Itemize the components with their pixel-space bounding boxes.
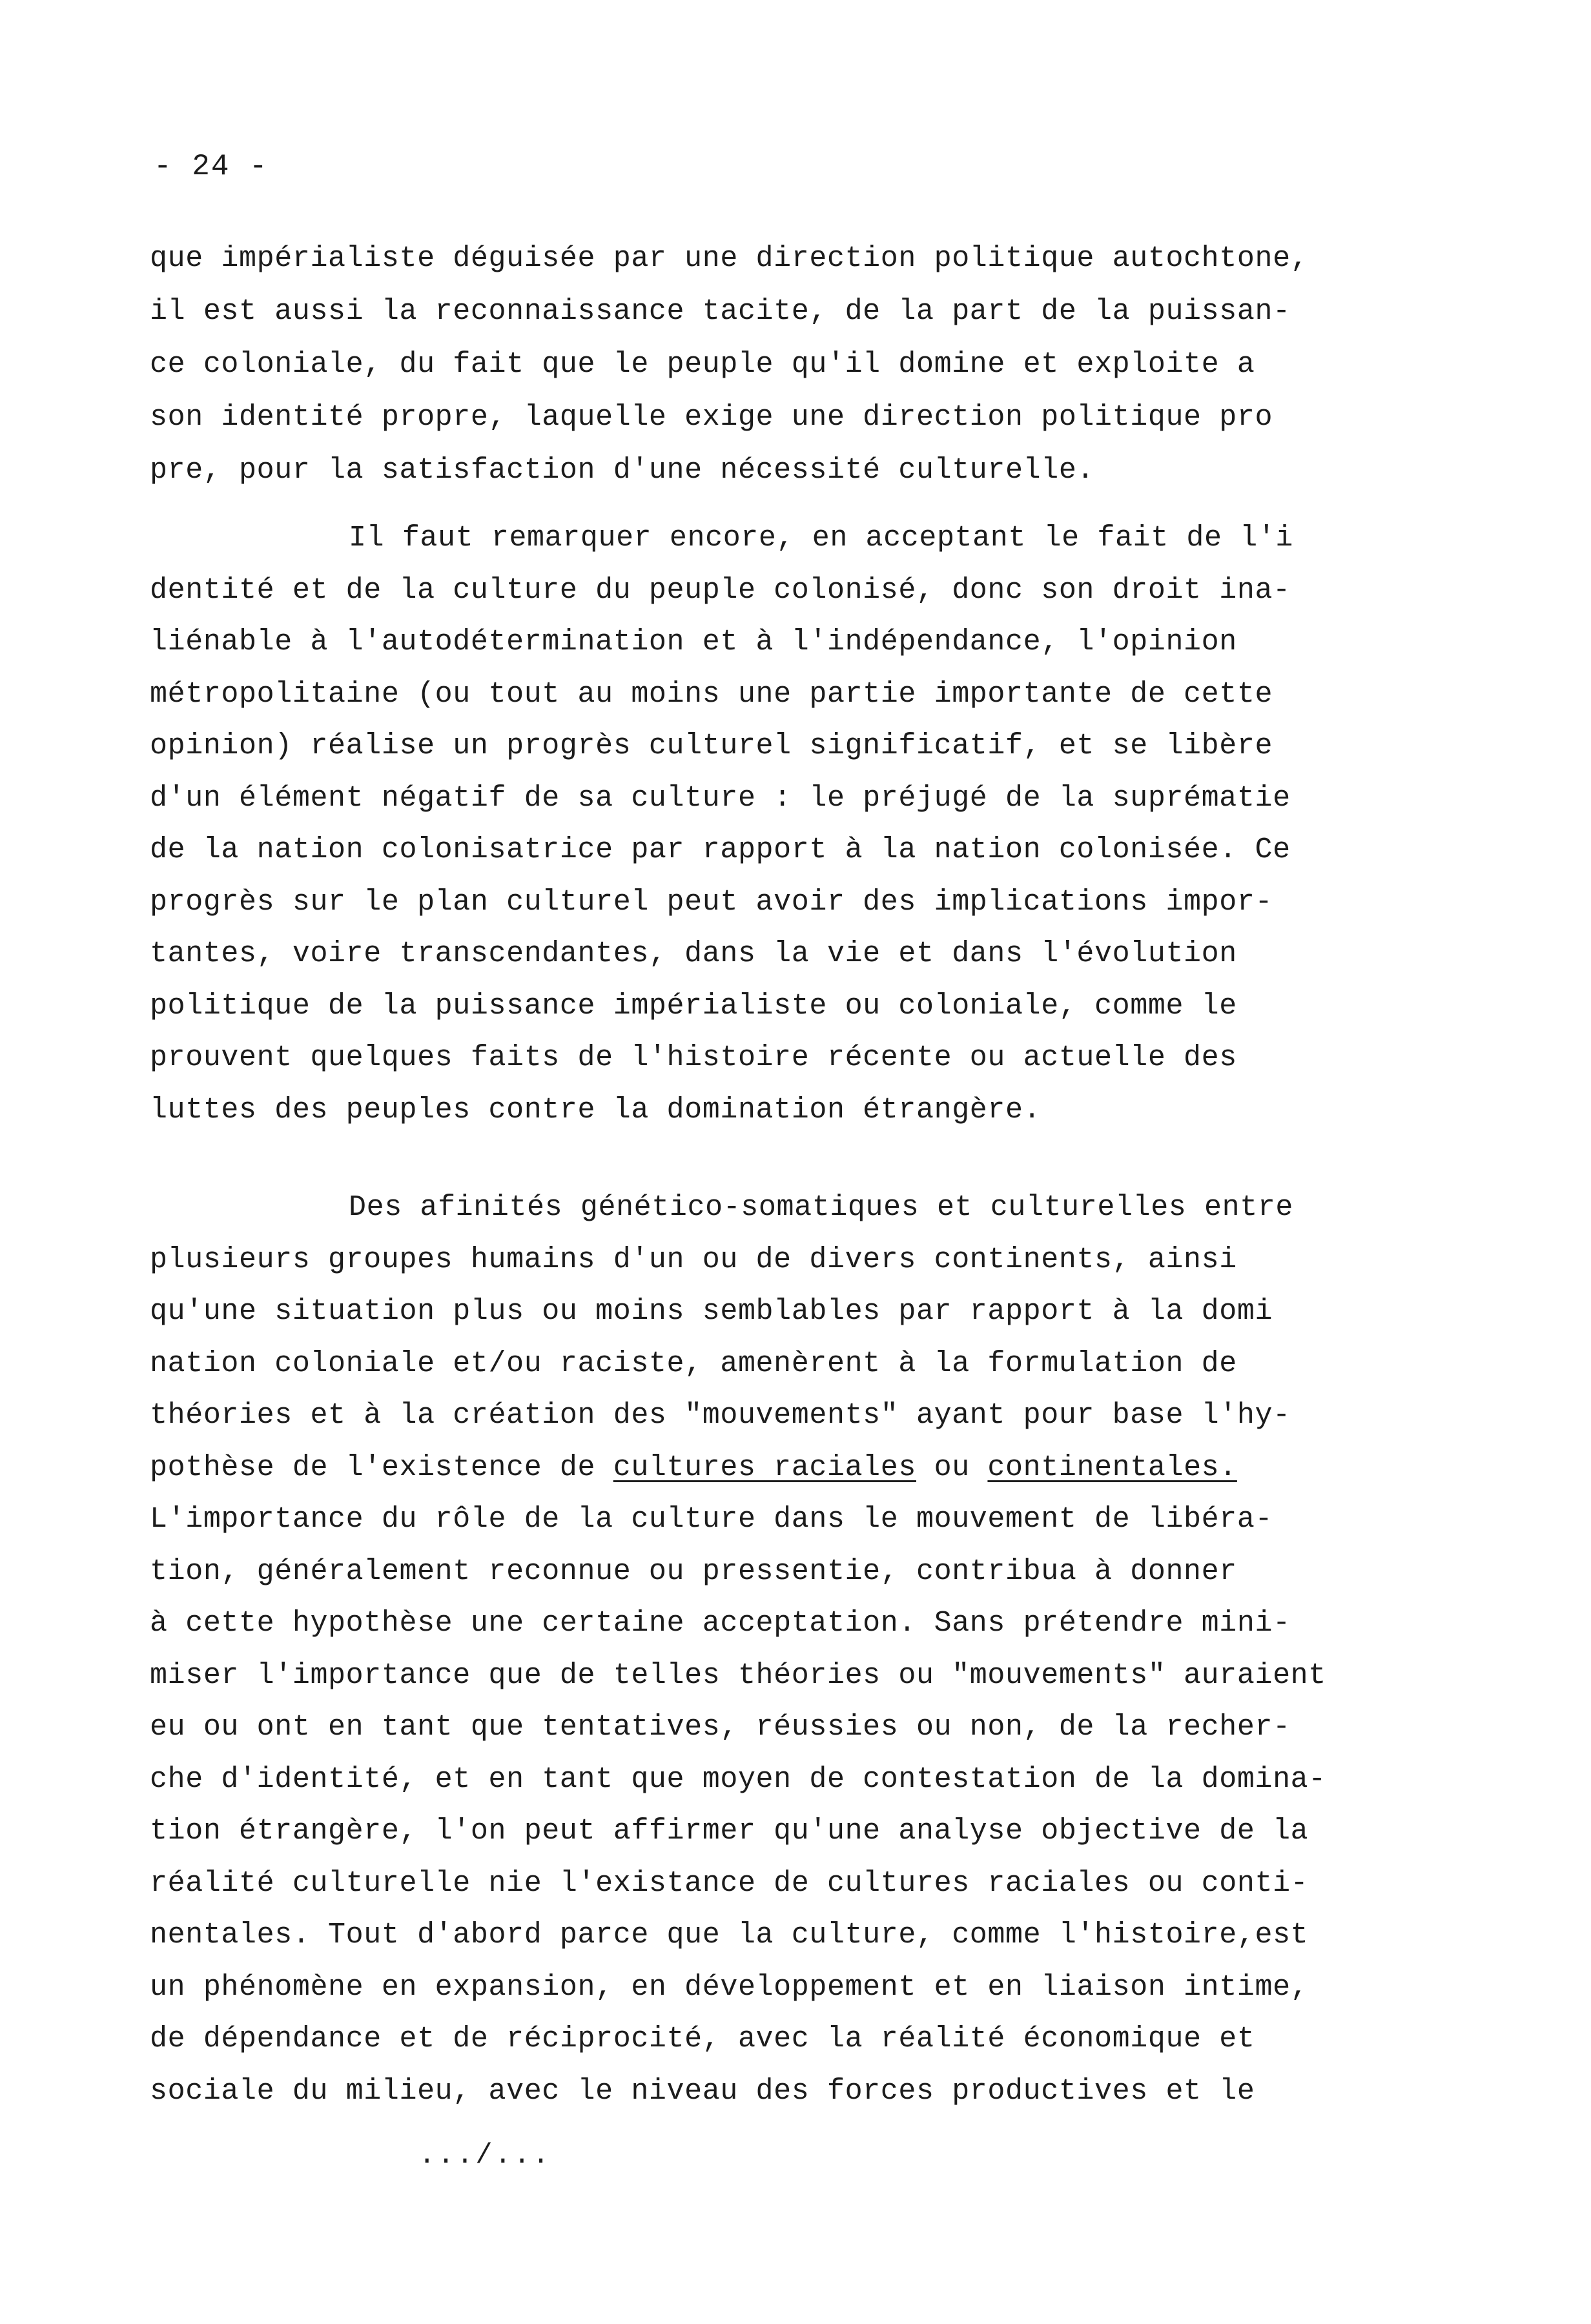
text-line: luttes des peuples contre la domination étrangère. <box>150 1094 1042 1126</box>
text-line-underlined-terms <box>150 1451 1237 1484</box>
underlined-term: continentales. <box>987 1451 1237 1484</box>
paragraph-first-line: Des afinités génético-somatiques et culturelles entre <box>349 1191 1294 1224</box>
text-line: prouvent quelques faits de l'histoire récente ou actuelle des <box>150 1041 1237 1074</box>
text-line: que impérialiste déguisée par une direction politique autochtone, <box>150 242 1309 275</box>
text-line: réalité culturelle nie l'existance de cultures raciales ou conti- <box>150 1867 1309 1900</box>
text-span: pothèse de l'existence de <box>150 1451 613 1484</box>
text-line: miser l'importance que de telles théories ou "mouvements" auraient <box>150 1659 1326 1692</box>
text-line: de la nation colonisatrice par rapport à la nation colonisée. Ce <box>150 833 1291 866</box>
text-line: qu'une situation plus ou moins semblables par rapport à la domi <box>150 1295 1273 1328</box>
text-line: politique de la puissance impérialiste ou coloniale, comme le <box>150 990 1237 1023</box>
text-line: dentité et de la culture du peuple colonisé, donc son droit ina- <box>150 574 1291 607</box>
page-number: - 24 - <box>154 150 269 183</box>
text-line: il est aussi la reconnaissance tacite, de la part de la puissan- <box>150 295 1291 328</box>
text-span: ou <box>916 1451 988 1484</box>
text-line: L'importance du rôle de la culture dans le mouvement de libéra- <box>150 1503 1273 1536</box>
continuation-mark: .../... <box>418 2139 551 2172</box>
text-line: métropolitaine (ou tout au moins une partie importante de cette <box>150 678 1273 711</box>
underlined-term: cultures raciales <box>613 1451 916 1484</box>
text-line: pre, pour la satisfaction d'une nécessité culturelle. <box>150 454 1095 487</box>
text-line: sociale du milieu, avec le niveau des forces productives et le <box>150 2075 1255 2108</box>
text-line: che d'identité, et en tant que moyen de contestation de la domina- <box>150 1763 1326 1796</box>
text-line: son identité propre, laquelle exige une direction politique pro <box>150 401 1273 434</box>
text-line: progrès sur le plan culturel peut avoir des implications impor- <box>150 886 1273 919</box>
text-line: tantes, voire transcendantes, dans la vie et dans l'évolution <box>150 937 1237 970</box>
text-line: de dépendance et de réciprocité, avec la réalité économique et <box>150 2023 1255 2055</box>
text-line: liénable à l'autodétermination et à l'indépendance, l'opinion <box>150 626 1237 658</box>
text-line: ce coloniale, du fait que le peuple qu'il domine et exploite a <box>150 348 1255 381</box>
text-line: d'un élément négatif de sa culture : le préjugé de la suprématie <box>150 782 1291 815</box>
text-line: plusieurs groupes humains d'un ou de divers continents, ainsi <box>150 1243 1237 1276</box>
paragraph-first-line: Il faut remarquer encore, en acceptant le fait de l'i <box>349 522 1294 555</box>
text-line: eu ou ont en tant que tentatives, réussies ou non, de la recher- <box>150 1711 1291 1744</box>
text-line: opinion) réalise un progrès culturel significatif, et se libère <box>150 729 1273 762</box>
text-line: nation coloniale et/ou raciste, amenèrent à la formulation de <box>150 1347 1237 1380</box>
text-line: tion étrangère, l'on peut affirmer qu'une analyse objective de la <box>150 1815 1309 1848</box>
text-line: un phénomène en expansion, en développement et en liaison intime, <box>150 1971 1309 2004</box>
text-line: tion, généralement reconnue ou pressentie, contribua à donner <box>150 1555 1237 1588</box>
text-line: à cette hypothèse une certaine acceptation. Sans prétendre mini- <box>150 1607 1291 1640</box>
text-line: nentales. Tout d'abord parce que la culture, comme l'histoire,est <box>150 1919 1309 1952</box>
text-line: théories et à la création des "mouvements" ayant pour base l'hy- <box>150 1399 1291 1432</box>
